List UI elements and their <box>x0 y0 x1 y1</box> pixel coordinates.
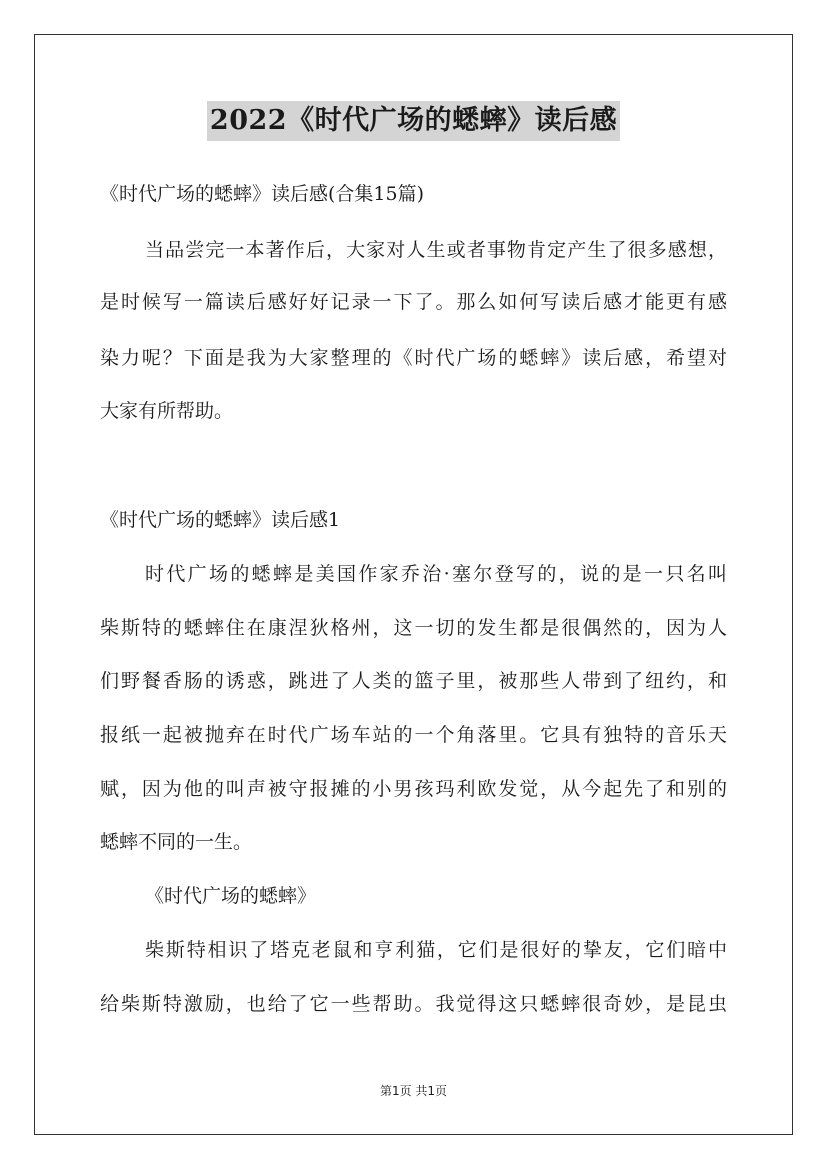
paragraph-line: 报纸一起被抛弃在时代广场车站的一个角落里。它具有独特的音乐天 <box>100 724 727 746</box>
title-container <box>0 101 827 141</box>
paragraph-line: 大家有所帮助。 <box>100 400 234 422</box>
paragraph-line: 当品尝完一本著作后，大家对人生或者事物肯定产生了很多感想， <box>145 239 727 261</box>
book-title-line: 《时代广场的蟋蟀》 <box>145 885 317 907</box>
paragraph-line: 染力呢？下面是我为大家整理的《时代广场的蟋蟀》读后感，希望对 <box>100 347 727 369</box>
paragraph-line: 蟋蟀不同的一生。 <box>100 831 253 853</box>
subtitle-line: 《时代广场的蟋蟀》读后感(合集15篇) <box>100 183 425 205</box>
paragraph-line: 柴斯特的蟋蟀住在康涅狄格州，这一切的发生都是很偶然的，因为人 <box>100 617 727 639</box>
page-footer: 第1页 共1页 <box>379 1084 448 1098</box>
paragraph-line: 时代广场的蟋蟀是美国作家乔治·塞尔登写的，说的是一只名叫 <box>145 563 727 585</box>
section-heading: 《时代广场的蟋蟀》读后感1 <box>100 509 341 531</box>
paragraph-line: 给柴斯特激励，也给了它一些帮助。我觉得这只蟋蟀很奇妙，是昆虫 <box>100 993 727 1015</box>
page-title: 2022《时代广场的蟋蟀》读后感 <box>207 101 620 141</box>
paragraph-line: 柴斯特相识了塔克老鼠和亨利猫，它们是很好的挚友，它们暗中 <box>145 939 727 961</box>
paragraph-line: 赋，因为他的叫声被守报摊的小男孩玛利欧发觉，从今起先了和别的 <box>100 778 727 800</box>
paragraph-line: 是时候写一篇读后感好好记录一下了。那么如何写读后感才能更有感 <box>100 291 727 313</box>
paragraph-line: 们野餐香肠的诱惑，跳进了人类的篮子里，被那些人带到了纽约，和 <box>100 670 727 692</box>
